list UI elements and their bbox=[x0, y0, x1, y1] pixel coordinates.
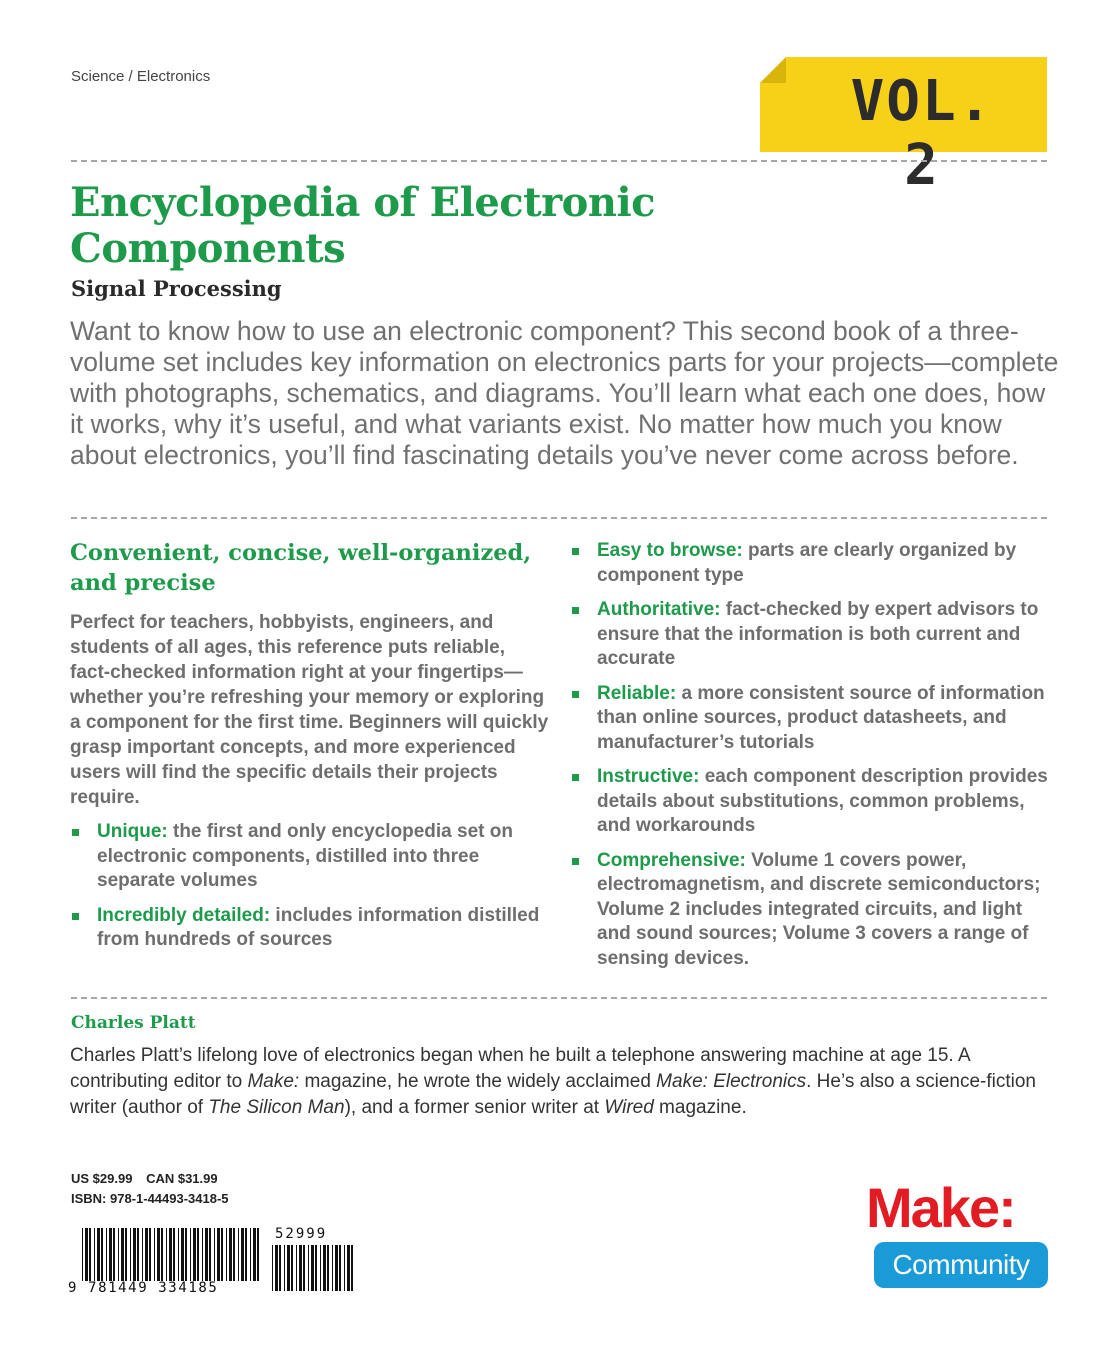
barcode-bar bbox=[299, 1245, 302, 1291]
list-item bbox=[570, 682, 1050, 756]
barcode-bar bbox=[250, 1228, 251, 1281]
barcode-bar bbox=[118, 1228, 119, 1281]
price-line bbox=[71, 1171, 228, 1186]
features-heading: Convenient, concise, well-organized, and precise bbox=[70, 540, 532, 596]
barcode-bar bbox=[238, 1228, 239, 1281]
barcode-bar bbox=[226, 1228, 227, 1281]
features-right-column bbox=[570, 539, 1050, 981]
barcode-bar bbox=[166, 1228, 167, 1281]
barcode-bar bbox=[332, 1245, 333, 1291]
bullet-keyword: Instructive: bbox=[597, 766, 700, 787]
bio-text: . He’s also a science-fiction writer (author of bbox=[70, 1071, 1036, 1118]
list-item bbox=[70, 904, 550, 953]
bullet-keyword: Incredibly detailed: bbox=[97, 904, 271, 926]
bio-text: Charles Platt’s lifelong love of electronics began when he built a telephone answering machine at age 15. A contributing editor to bbox=[70, 1045, 970, 1092]
barcode-bar bbox=[169, 1228, 172, 1281]
barcode-bar bbox=[284, 1245, 285, 1291]
bullet-text: a more consistent source of information than online sources, product datasheets, and manufacturer’s tutorials bbox=[597, 682, 1045, 753]
barcode-bar bbox=[308, 1245, 309, 1291]
barcode-bar bbox=[229, 1228, 232, 1281]
barcode-bar bbox=[279, 1245, 281, 1291]
barcode-bar bbox=[125, 1228, 127, 1281]
bullet-square-icon bbox=[572, 548, 579, 555]
divider bbox=[71, 160, 1047, 162]
barcode-bar bbox=[351, 1245, 353, 1291]
barcode-bar bbox=[214, 1228, 215, 1281]
category-label: Science / Electronics bbox=[71, 68, 211, 85]
community-badge: Community bbox=[874, 1242, 1048, 1288]
barcode-bar bbox=[109, 1228, 112, 1281]
bio-text: magazine, he wrote the widely acclaimed bbox=[299, 1071, 657, 1092]
bullet-square-icon bbox=[572, 607, 579, 614]
barcode-bar bbox=[245, 1228, 247, 1281]
barcode-bar bbox=[142, 1228, 143, 1281]
volume-badge bbox=[760, 57, 1047, 198]
barcode-bar bbox=[209, 1228, 211, 1281]
bullet-text: each component description provides details about substitutions, common problems, and workarounds bbox=[597, 766, 1048, 836]
barcode-digits: 9 781449 334185 bbox=[68, 1280, 219, 1296]
barcode-bar bbox=[320, 1245, 321, 1291]
list-item bbox=[570, 765, 1050, 839]
bullet-square-icon bbox=[72, 829, 79, 836]
intro-paragraph: Want to know how to use an electronic component? This second book of a three-volume set includes key information on electronics parts for your projects—complete with photographs, schematics, and diagrams. You’ll learn what each one does, how it works, why it’s useful, and what variants exist. No matter how much you know about electronics, you’ll find fascinating details you’ve never come across before. bbox=[70, 316, 1059, 470]
bio-book-title: Make: Electronics bbox=[656, 1071, 807, 1092]
barcode-bar bbox=[133, 1228, 136, 1281]
addon-barcode-bars bbox=[272, 1245, 358, 1291]
list-item bbox=[70, 820, 550, 894]
barcode-bar bbox=[82, 1228, 83, 1281]
book-subtitle: Signal Processing bbox=[71, 276, 282, 301]
author-bio bbox=[70, 1043, 1060, 1121]
right-bullet-list bbox=[570, 539, 1050, 971]
bullet-square-icon bbox=[572, 774, 579, 781]
barcode-bar bbox=[315, 1245, 317, 1291]
barcode-bar bbox=[130, 1228, 131, 1281]
barcode-bar bbox=[197, 1228, 199, 1281]
bullet-square-icon bbox=[572, 691, 579, 698]
barcode-bar bbox=[287, 1245, 290, 1291]
bio-novel-title: The Silicon Man bbox=[208, 1097, 345, 1118]
bullet-text: the first and only encyclopedia set on electronic components, distilled into three separate volumes bbox=[97, 821, 513, 891]
ean-barcode-bars bbox=[82, 1228, 264, 1281]
bullet-keyword: Unique: bbox=[97, 821, 168, 842]
barcode-bar bbox=[202, 1228, 203, 1281]
barcode-bar bbox=[296, 1245, 297, 1291]
bio-text: ), and a former senior writer at bbox=[344, 1097, 605, 1118]
barcode-bar bbox=[113, 1228, 115, 1281]
barcode-bar bbox=[275, 1245, 278, 1291]
isbn: ISBN: 978-1-44493-3418-5 bbox=[71, 1191, 229, 1206]
bullet-keyword: Easy to browse: bbox=[597, 540, 743, 561]
barcode-bar bbox=[106, 1228, 107, 1281]
bullet-text: Volume 1 covers power, electromagnetism, and discrete semiconductors; Volume 2 includes integrated circuits, and light and sound sources; Volume 3 covers a range of sensing devices. bbox=[597, 849, 1041, 969]
barcode-addon-digits: 52999 bbox=[275, 1226, 328, 1242]
barcode-bar bbox=[253, 1228, 256, 1281]
barcode-bar bbox=[205, 1228, 208, 1281]
barcode-bar bbox=[173, 1228, 175, 1281]
barcode-bar bbox=[335, 1245, 338, 1291]
barcode-bar bbox=[185, 1228, 187, 1281]
barcode-bar bbox=[311, 1245, 314, 1291]
bio-text: magazine. bbox=[653, 1097, 747, 1118]
make-logo-word: Make: bbox=[866, 1176, 1015, 1239]
bio-magazine: Make: bbox=[247, 1071, 300, 1092]
divider bbox=[71, 517, 1047, 519]
barcode-bar bbox=[257, 1228, 259, 1281]
barcode-bar bbox=[303, 1245, 305, 1291]
price-us: US $29.99 bbox=[71, 1171, 133, 1186]
bullet-keyword: Comprehensive: bbox=[597, 849, 746, 871]
barcode-bar bbox=[154, 1228, 155, 1281]
bullet-keyword: Authoritative: bbox=[597, 599, 721, 620]
bullet-square-icon bbox=[572, 858, 579, 865]
features-paragraph: Perfect for teachers, hobbyists, engineers, and students of all ages, this reference puts reliable, fact-checked information right at your fingertips—whether you’re refreshing your memory or exploring a component for the first time. Beginners will quickly grasp important concepts, and more experienced users will find the specific details their projects require. bbox=[70, 612, 549, 808]
list-item bbox=[570, 849, 1050, 972]
barcode-bar bbox=[347, 1245, 350, 1291]
barcode-bar bbox=[94, 1228, 95, 1281]
divider bbox=[71, 997, 1047, 999]
bullet-text: fact-checked by expert advisors to ensure that the information is both current and accurate bbox=[597, 599, 1039, 669]
barcode-bar bbox=[272, 1245, 273, 1291]
barcode-bar bbox=[233, 1228, 235, 1281]
barcode-bar bbox=[327, 1245, 329, 1291]
barcode-bar bbox=[344, 1245, 345, 1291]
barcode-bar bbox=[178, 1228, 179, 1281]
barcode-bar bbox=[161, 1228, 163, 1281]
bio-magazine: Wired bbox=[604, 1097, 654, 1118]
left-bullet-list bbox=[70, 820, 550, 953]
barcode-bar bbox=[85, 1228, 88, 1281]
barcode-bar bbox=[145, 1228, 148, 1281]
barcode-bar bbox=[121, 1228, 124, 1281]
book-title: Encyclopedia of Electronic Components bbox=[70, 179, 655, 272]
bullet-keyword: Reliable: bbox=[597, 682, 677, 704]
barcode-bar bbox=[97, 1228, 100, 1281]
barcode-bar bbox=[157, 1228, 160, 1281]
barcode-bar bbox=[137, 1228, 139, 1281]
list-item bbox=[570, 539, 1050, 588]
bullet-square-icon bbox=[72, 913, 79, 920]
publisher-logo bbox=[866, 1178, 1052, 1294]
features-left-column bbox=[70, 538, 550, 963]
barcode-bar bbox=[149, 1228, 151, 1281]
volume-number: VOL. 2 bbox=[850, 69, 994, 198]
bullet-text: includes information distilled from hundreds of sources bbox=[97, 904, 540, 950]
barcode-bar bbox=[291, 1245, 293, 1291]
price-can: CAN $31.99 bbox=[146, 1171, 218, 1186]
barcode-bar bbox=[181, 1228, 184, 1281]
barcode-bar bbox=[339, 1245, 341, 1291]
barcode-bar bbox=[190, 1228, 191, 1281]
barcode-bar bbox=[241, 1228, 244, 1281]
barcode-bar bbox=[193, 1228, 196, 1281]
barcode-bar bbox=[323, 1245, 326, 1291]
list-item bbox=[570, 598, 1050, 672]
barcode bbox=[68, 1226, 368, 1298]
bullet-text: parts are clearly organized by component type bbox=[597, 540, 1017, 586]
barcode-bar bbox=[217, 1228, 220, 1281]
barcode-bar bbox=[221, 1228, 223, 1281]
barcode-bar bbox=[89, 1228, 91, 1281]
barcode-bar bbox=[101, 1228, 103, 1281]
author-name: Charles Platt bbox=[71, 1013, 196, 1033]
